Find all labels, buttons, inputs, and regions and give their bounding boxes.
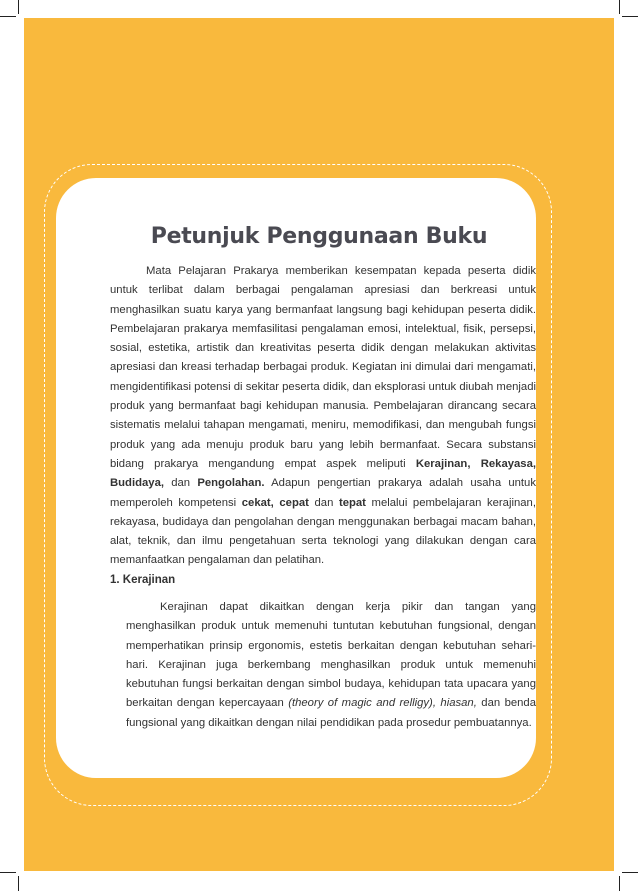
bold-aspect-pengolahan: Pengolahan. [197, 477, 265, 490]
crop-mark [622, 16, 638, 17]
text-run: dan benda fungsional yang dikaitkan dengan nilai pendidikan pada prosedur pembuatannya. [126, 697, 536, 729]
crop-mark [619, 876, 620, 891]
text-run: dan [308, 496, 339, 509]
crop-mark [0, 16, 16, 17]
text-run: Mata Pelajaran Prakarya memberikan kesempatan kepada peserta didik untuk terlibat dalam berbagai pengalaman apresiasi dan berkreasi untuk menghasilkan suatu karya yang bermanfaat langsung bagi kehidupan peserta didik. Pembelajaran prakarya memfasilitasi pengalaman emosi, intelektual, fisik, persepsi, sosial, estetika, artistik dan kreativitas peserta didik dengan melakukan aktivitas apresiasi dan kreasi terhadap berbagai produk. Kegiatan ini dimulai dari mengamati, mengidentifikasi potensi di sekitar peserta didik, dan eksplorasi untuk diubah menjadi produk yang bermanfaat bagi kehidupan manusia. Pembelajaran dirancang secara sistematis melalui tahapan mengamati, meniru, memodifikasi, dan mengubah fungsi produk yang ada menuju produk baru yang lebih bermanfaat. Secara substansi bidang prakarya mengandung empat aspek meliputi [110, 265, 536, 470]
crop-mark [622, 872, 638, 873]
page-title: Petunjuk Penggunaan Buku [150, 224, 488, 249]
text-run: dan [164, 477, 198, 490]
crop-mark [0, 872, 16, 873]
crop-mark [18, 0, 19, 14]
italic-hiasan: hiasan, [440, 697, 477, 710]
section-heading-kerajinan: 1. Kerajinan [110, 574, 176, 586]
crop-mark [619, 0, 620, 14]
bold-aspects: Kerajinan, Rekayasa, Budidaya, [110, 457, 536, 490]
kerajinan-paragraph [126, 598, 536, 733]
bold-tepat: tepat [338, 496, 366, 509]
bold-cekat-cepat: cekat, cepat [241, 496, 309, 509]
text-run: melalui pembelajaran kerajinan, rekayasa, budidaya dan pengolahan dengan menggunakan berbagai macam bahan, alat, teknik, dan ilmu pengetahuan serta teknologi yang dilakukan dengan cara memanfaatkan pengalaman dan pelatihan. [110, 496, 536, 567]
text-run: Adapun pengertian prakarya adalah usaha untuk memperoleh kompetensi [110, 477, 536, 509]
intro-paragraph [110, 262, 536, 571]
text-run: Kerajinan dapat dikaitkan dengan kerja pikir dan tangan yang menghasilkan produk untuk memenuhi tuntutan kebutuhan fungsional, dengan memperhatikan prinsip ergonomis, estetis berkaitan dengan kebutuhan sehari-hari. Kerajinan juga berkembang menghasilkan produk untuk memenuhi kebutuhan fungsi berkaitan dengan simbol budaya, kehidupan tata upacara yang berkaitan dengan kepercayaan [126, 601, 536, 710]
italic-theory: (theory of magic and relligy), [288, 697, 436, 710]
crop-mark [18, 876, 19, 891]
